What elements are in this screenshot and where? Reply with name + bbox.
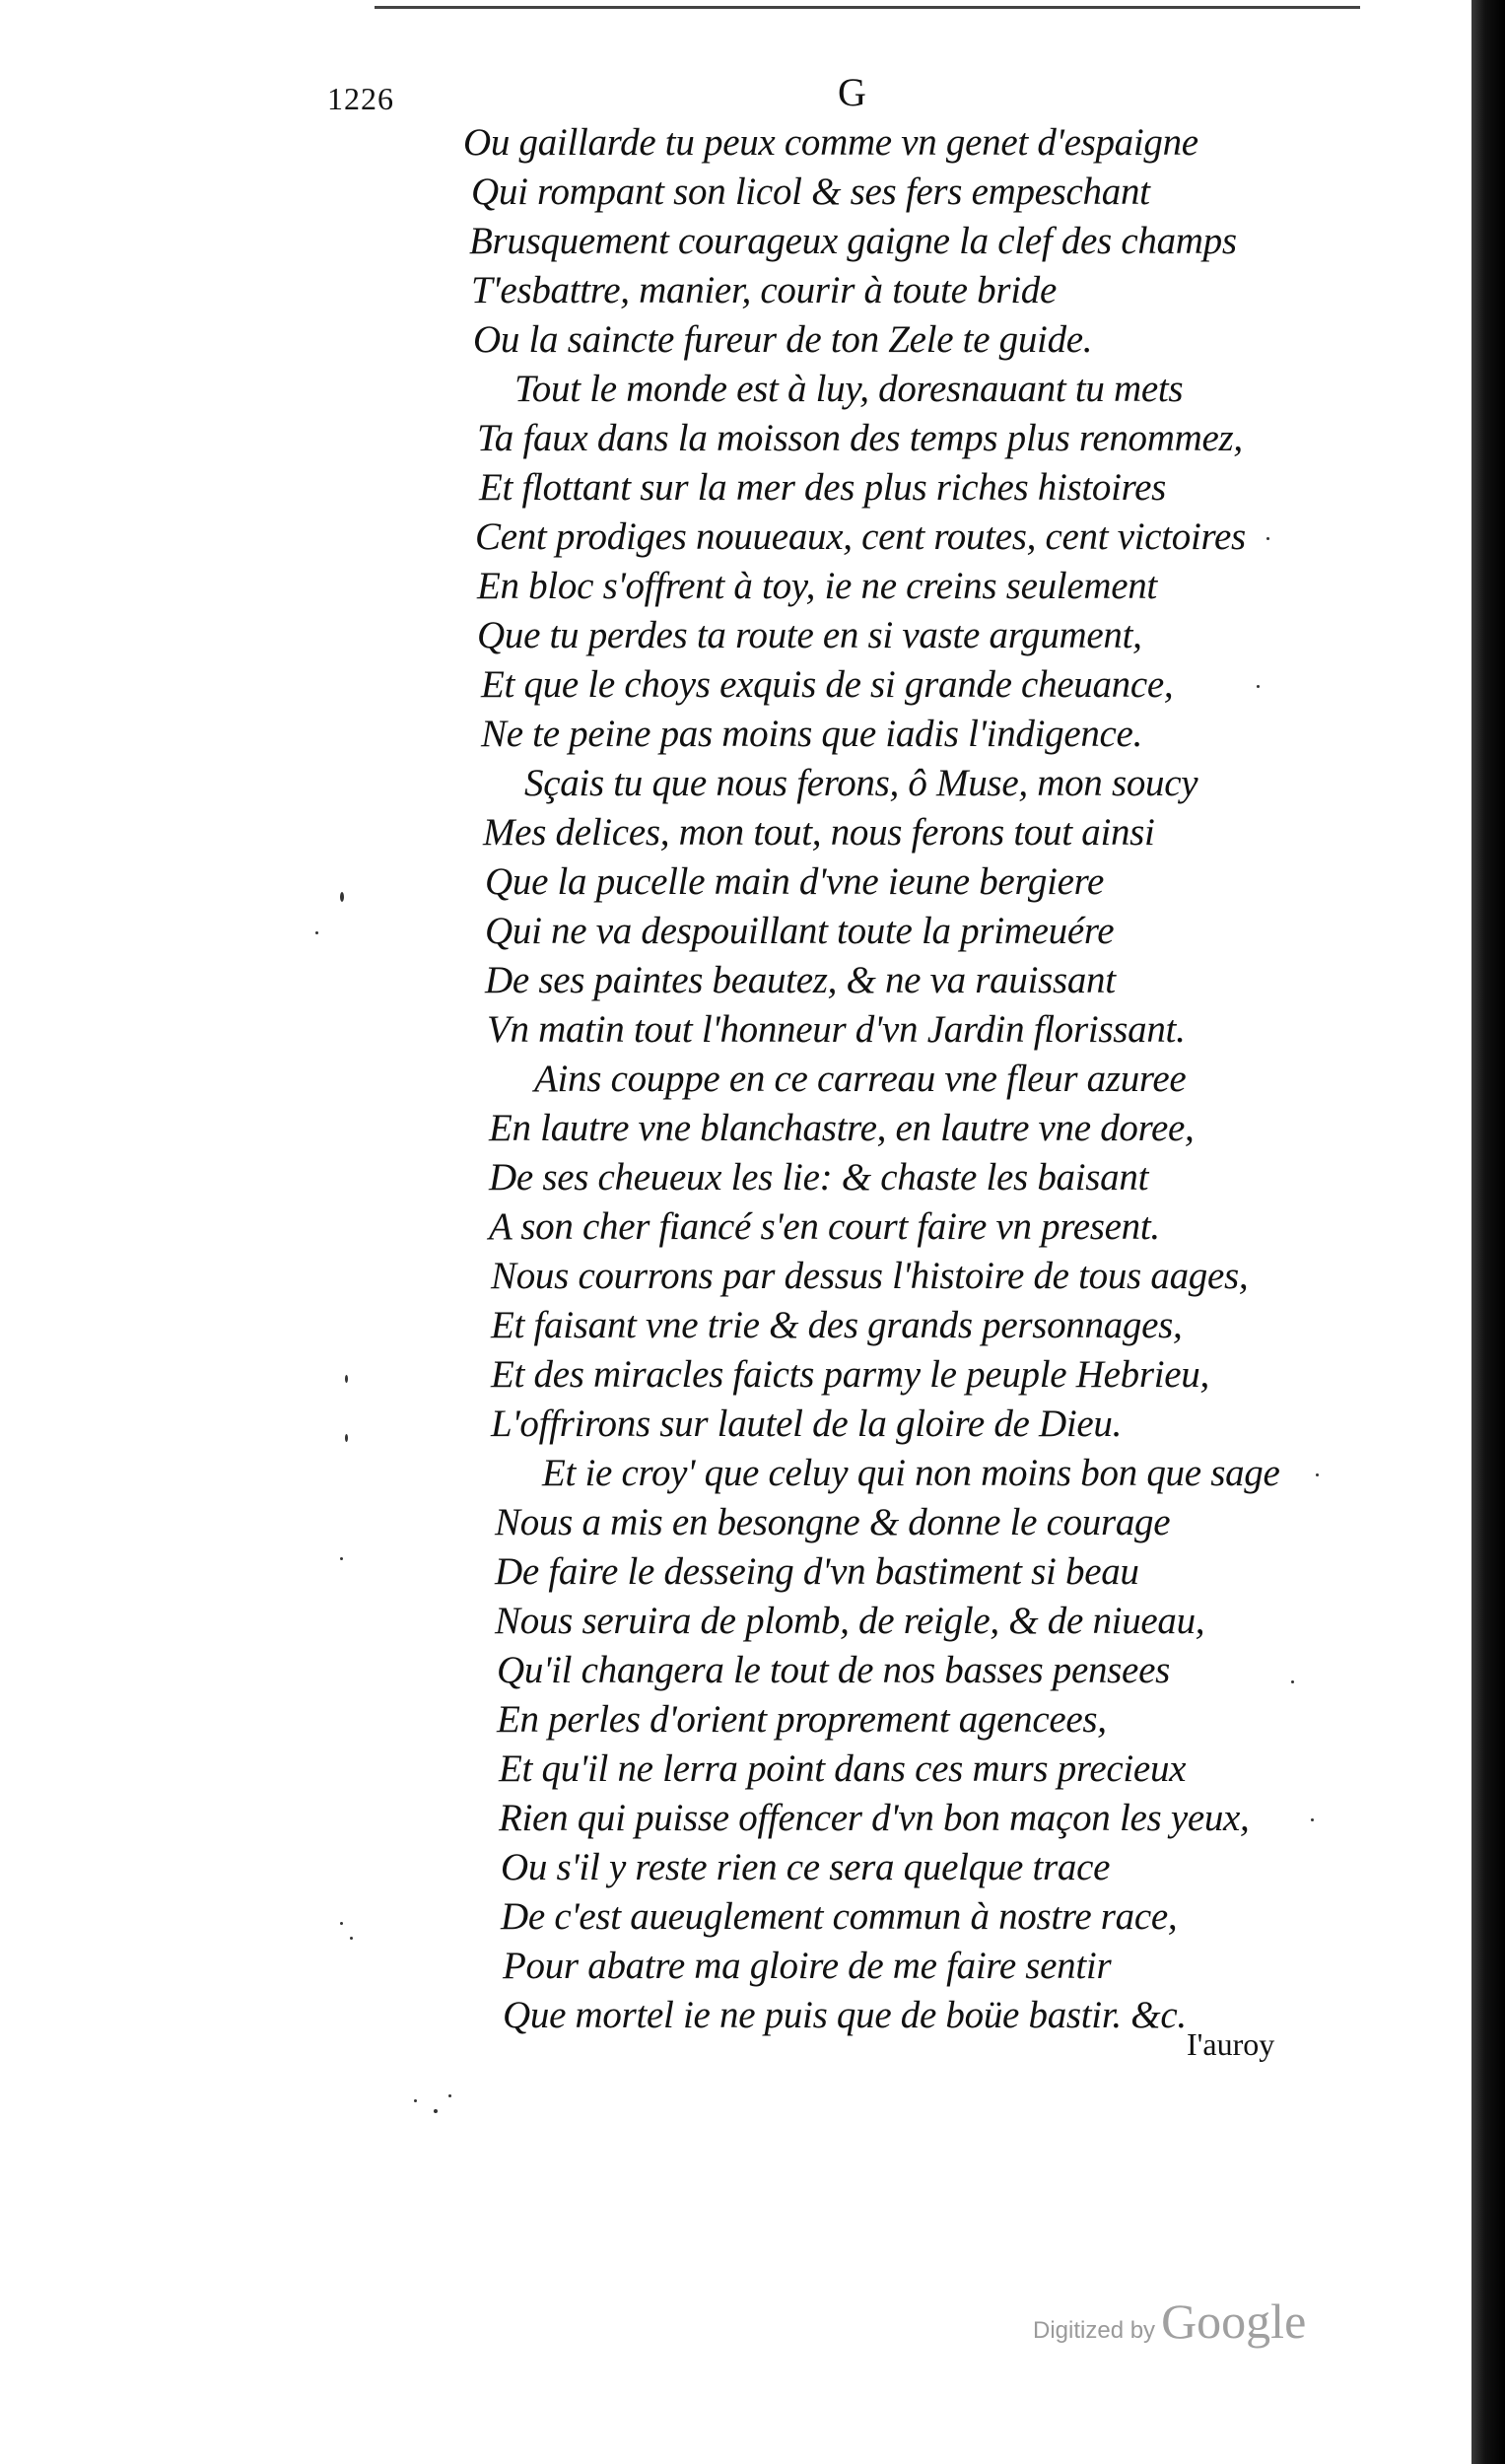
top-rule bbox=[375, 6, 1360, 9]
poem-line: Nous courrons par dessus l'histoire de tous aages, bbox=[491, 1255, 1249, 1297]
ink-speck bbox=[340, 1922, 343, 1925]
poem-line: Que la pucelle main d'vne ieune bergiere bbox=[485, 860, 1105, 903]
poem-line: Et flottant sur la mer des plus riches histoires bbox=[479, 466, 1166, 509]
poem-line: Ains couppe en ce carreau vne fleur azuree bbox=[534, 1058, 1187, 1100]
poem-line: T'esbattre, manier, courir à toute bride bbox=[471, 269, 1057, 311]
poem-line: Et faisant vne trie & des grands personnages, bbox=[491, 1304, 1183, 1346]
poem-line: Rien qui puisse offencer d'vn bon maçon les yeux, bbox=[499, 1797, 1250, 1839]
poem-line: Ne te peine pas moins que iadis l'indigence. bbox=[481, 713, 1143, 755]
ink-speck bbox=[448, 2094, 451, 2097]
poem-line: De ses cheueux les lie: & chaste les baisant bbox=[489, 1156, 1149, 1198]
poem-line: Et ie croy' que celuy qui non moins bon que sage bbox=[542, 1452, 1280, 1494]
poem-line: Nous a mis en besongne & donne le courage bbox=[495, 1501, 1171, 1543]
poem-line: Qu'il changera le tout de nos basses pensees bbox=[497, 1649, 1170, 1691]
poem-line: Et que le choys exquis de si grande cheuance, bbox=[481, 663, 1174, 706]
poem-line: En bloc s'offrent à toy, ie ne creins seulement bbox=[477, 565, 1157, 607]
page-number: 1226 bbox=[327, 81, 394, 116]
poem-line: Que mortel ie ne puis que de boüe bastir. &c. bbox=[503, 1994, 1187, 2036]
poem-line: Vn matin tout l'honneur d'vn Jardin florissant. bbox=[487, 1008, 1186, 1051]
poem-line: A son cher fiancé s'en court faire vn present. bbox=[489, 1205, 1160, 1248]
catchword: I'auroy bbox=[1187, 2026, 1275, 2062]
ink-speck bbox=[1311, 1818, 1314, 1821]
scan-edge-shadow bbox=[1471, 0, 1505, 2464]
ink-speck bbox=[1291, 1680, 1294, 1683]
poem-line: De c'est aueuglement commun à nostre race, bbox=[501, 1895, 1178, 1938]
ink-speck bbox=[1257, 685, 1260, 688]
watermark-prefix: Digitized by bbox=[1033, 2317, 1156, 2344]
poem-line: En lautre vne blanchastre, en lautre vne doree, bbox=[489, 1107, 1195, 1149]
digitized-by-watermark bbox=[1033, 2293, 1306, 2350]
poem-line: Ou la saincte fureur de ton Zele te guide. bbox=[473, 318, 1093, 361]
ink-speck bbox=[345, 1375, 348, 1383]
ink-speck bbox=[414, 2099, 417, 2102]
poem-line: Mes delices, mon tout, nous ferons tout ainsi bbox=[483, 811, 1155, 854]
ink-speck bbox=[345, 1434, 348, 1442]
poem-line: Cent prodiges nouueaux, cent routes, cent victoires bbox=[475, 515, 1246, 558]
poem-line: Nous seruira de plomb, de reigle, & de niueau, bbox=[495, 1600, 1205, 1642]
ink-speck bbox=[350, 1937, 353, 1940]
poem-line: Brusquement courageux gaigne la clef des champs bbox=[469, 220, 1237, 262]
ink-speck bbox=[434, 2109, 438, 2113]
poem-line: Et qu'il ne lerra point dans ces murs precieux bbox=[499, 1747, 1187, 1790]
poem-line: Tout le monde est à luy, doresnauant tu mets bbox=[514, 368, 1184, 410]
signature-mark: G bbox=[838, 70, 866, 114]
poem-line: De ses paintes beautez, & ne va rauissant bbox=[485, 959, 1116, 1001]
poem-line: Ou gaillarde tu peux comme vn genet d'espaigne bbox=[463, 121, 1198, 164]
ink-speck bbox=[340, 1557, 343, 1560]
ink-speck bbox=[1266, 537, 1269, 540]
poem-line: Et des miracles faicts parmy le peuple Hebrieu, bbox=[491, 1353, 1209, 1396]
poem-line: Pour abatre ma gloire de me faire sentir bbox=[503, 1945, 1112, 1987]
google-logo: Google bbox=[1161, 2293, 1307, 2349]
ink-speck bbox=[340, 892, 344, 902]
poem-line: L'offrirons sur lautel de la gloire de Dieu. bbox=[491, 1403, 1123, 1445]
poem-line: Qui rompant son licol & ses fers empeschant bbox=[471, 171, 1150, 213]
poem-line: Ta faux dans la moisson des temps plus renommez, bbox=[477, 417, 1243, 459]
poem-line: Que tu perdes ta route en si vaste argument, bbox=[477, 614, 1142, 656]
ink-speck bbox=[1316, 1473, 1319, 1476]
poem-line: Ou s'il y reste rien ce sera quelque trace bbox=[501, 1846, 1111, 1888]
poem-line: De faire le desseing d'vn bastiment si beau bbox=[495, 1550, 1139, 1593]
poem-line: Qui ne va despouillant toute la primeuére bbox=[485, 910, 1115, 952]
ink-speck bbox=[315, 931, 318, 934]
poem-line: Sçais tu que nous ferons, ô Muse, mon soucy bbox=[524, 762, 1198, 804]
poem-line: En perles d'orient proprement agencees, bbox=[497, 1698, 1107, 1741]
